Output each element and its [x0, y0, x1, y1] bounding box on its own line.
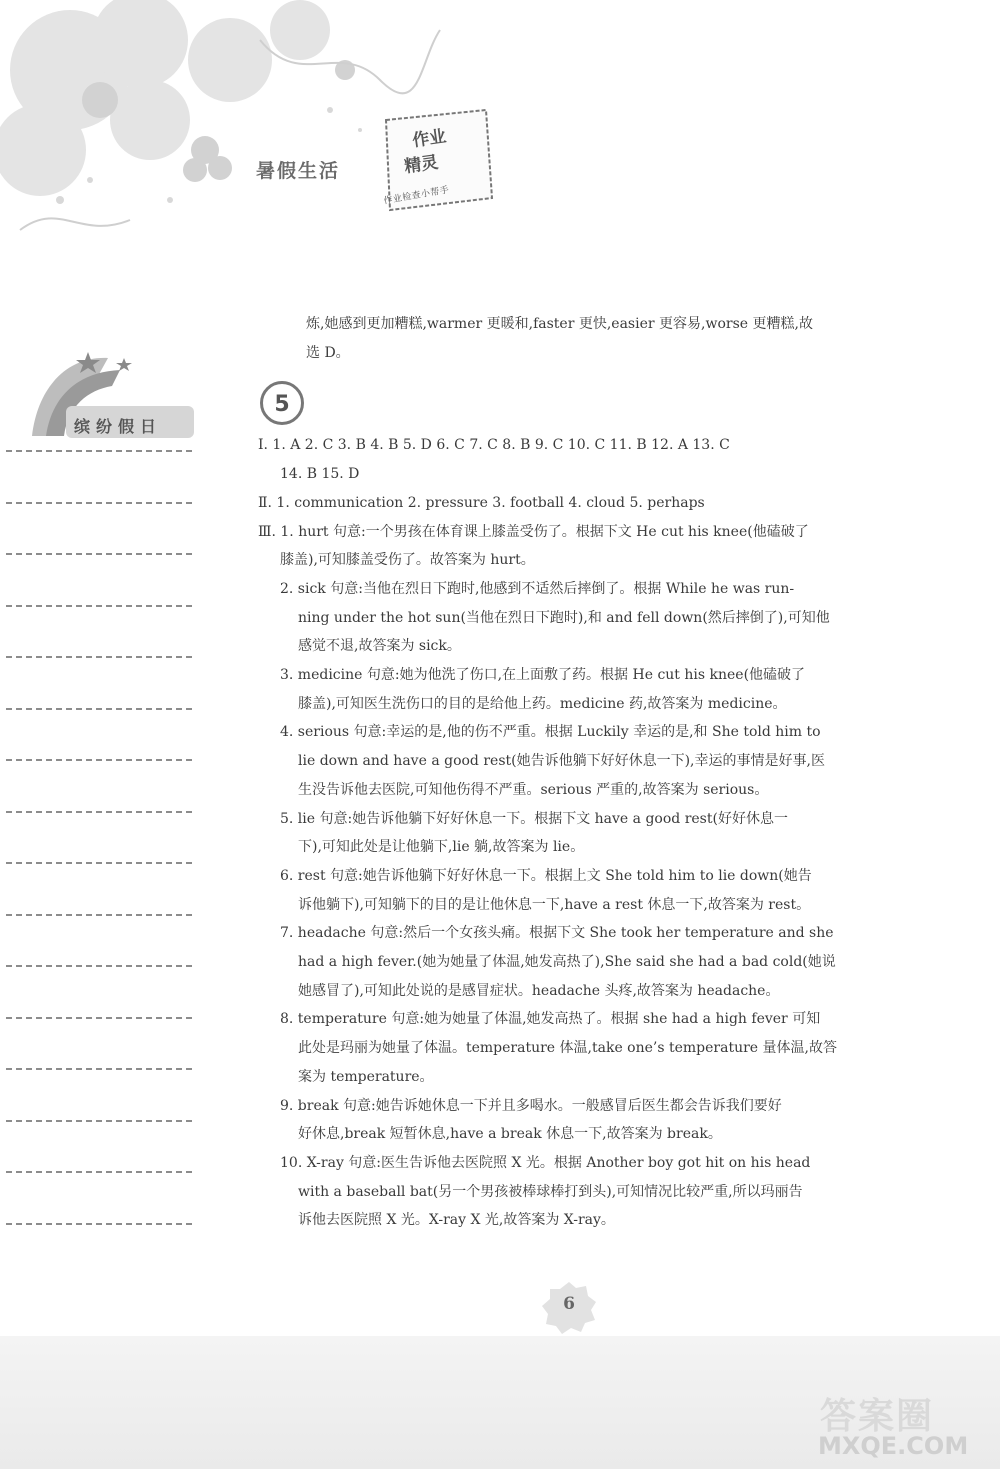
answer-item-cont: 膝盖),可知医生洗伤口的目的是给他上药。medicine 药,故答案为 medicine。 [298, 695, 787, 712]
answer-item-cont: with a baseball bat(另一个男孩被棒球棒打到头),可知情况比较严重,所以玛丽告 [298, 1183, 803, 1200]
answer-item: 2. sick 句意:当他在烈日下跑时,他感到不适然后摔倒了。根据 While he was run- [280, 580, 795, 597]
answer-item-cont: 她感冒了),可知此处说的是感冒症状。headache 头疼,故答案为 headache。 [298, 982, 780, 999]
prev-answer-cont-1: 炼,她感到更加糟糕,warmer 更暖和,faster 更快,easier 更容易,worse 更糟糕,故 [306, 316, 813, 332]
part1-answers-cont: 14. B 15. D [280, 466, 360, 483]
page-number: 6 [563, 1294, 575, 1314]
answer-item: 9. break 句意:她告诉她休息一下并且多喝水。一般感冒后医生都会告诉我们要好 [280, 1097, 782, 1114]
answer-item-cont: lie down and have a good rest(她告诉他躺下好好休息一下),幸运的事情是好事,医 [298, 753, 825, 770]
section-number-badge: 5 [260, 381, 304, 425]
answer-item-cont: 诉他躺下),可知躺下的目的是让他休息一下,have a rest 休息一下,故答案为 rest。 [298, 896, 811, 913]
answer-item-cont: ning under the hot sun(当他在烈日下跑时),和 and fell down(然后摔倒了),可知他 [298, 609, 830, 626]
answer-item: 10. X-ray 句意:医生告诉他去医院照 X 光。根据 Another boy got hit on his head [280, 1154, 811, 1171]
answer-item: 6. rest 句意:她告诉他躺下好好休息一下。根据上文 She told him to lie down(她告 [280, 867, 812, 884]
answer-content [258, 310, 888, 1235]
part1-answers: Ⅰ. 1. A 2. C 3. B 4. B 5. D 6. C 7. C 8. B 9. C 10. C 11. B 12. A 13. C [258, 437, 730, 454]
part3-answer-list [258, 518, 888, 1236]
answer-item-cont: 好休息,break 短暂休息,have a break 休息一下,故答案为 break。 [298, 1126, 722, 1143]
stamp-text-line1: 作业 [411, 126, 448, 152]
answer-item-cont: 生没告诉他去医院,可知他伤得不严重。serious 严重的,故答案为 serious。 [298, 781, 769, 798]
watermark-url: MXQE.COM [818, 1432, 969, 1460]
answer-item: 7. headache 句意:然后一个女孩头痛。根据下文 She took her temperature and she [280, 925, 834, 942]
stamp-text-line2: 精灵 [403, 152, 440, 178]
answer-item: 3. medicine 句意:她为他洗了伤口,在上面敷了药。根据 He cut his knee(他磕破了 [280, 667, 806, 684]
answer-item: 8. temperature 句意:她为她量了体温,她发高热了。根据 she had a high fever 可知 [280, 1011, 821, 1028]
answer-item: 4. serious 句意:幸运的是,他的伤不严重。根据 Luckily 幸运的是,和 She told him to [280, 724, 821, 741]
answer-item-cont: 诉他去医院照 X 光。X-ray X 光,故答案为 X-ray。 [298, 1212, 615, 1229]
note-lines [6, 450, 192, 1274]
answer-item-cont: 感觉不退,故答案为 sick。 [298, 638, 461, 655]
answer-item: 5. lie 句意:她告诉他躺下好好休息一下。根据下文 have a good rest(好好休息一 [280, 810, 788, 827]
answer-item: Ⅲ. 1. hurt 句意:一个男孩在体育课上膝盖受伤了。根据下文 He cut his knee(他磕破了 [258, 523, 809, 540]
answer-item-cont: 下),可知此处是让他躺下,lie 躺,故答案为 lie。 [298, 839, 585, 856]
prev-answer-cont-2: 选 D。 [306, 344, 350, 361]
answer-item-cont: 此处是玛丽为她量了体温。temperature 体温,take one’s temperature 量体温,故答 [298, 1040, 837, 1057]
stamp-subtitle: 作业检查小帮手 [382, 185, 451, 207]
watermark-logo: 答案圈 [820, 1396, 935, 1437]
answer-item-cont: 案为 temperature。 [298, 1068, 434, 1085]
sidebar-label: 缤纷假日 [74, 417, 163, 436]
book-title: 暑假生活 [256, 160, 341, 182]
answer-item-cont: 膝盖),可知膝盖受伤了。故答案为 hurt。 [280, 552, 535, 569]
answer-item-cont: had a high fever.(她为她量了体温,她发高热了),She said she had a bad cold(她说 [298, 954, 836, 971]
part2-answers: Ⅱ. 1. communication 2. pressure 3. football 4. cloud 5. perhaps [258, 494, 705, 511]
